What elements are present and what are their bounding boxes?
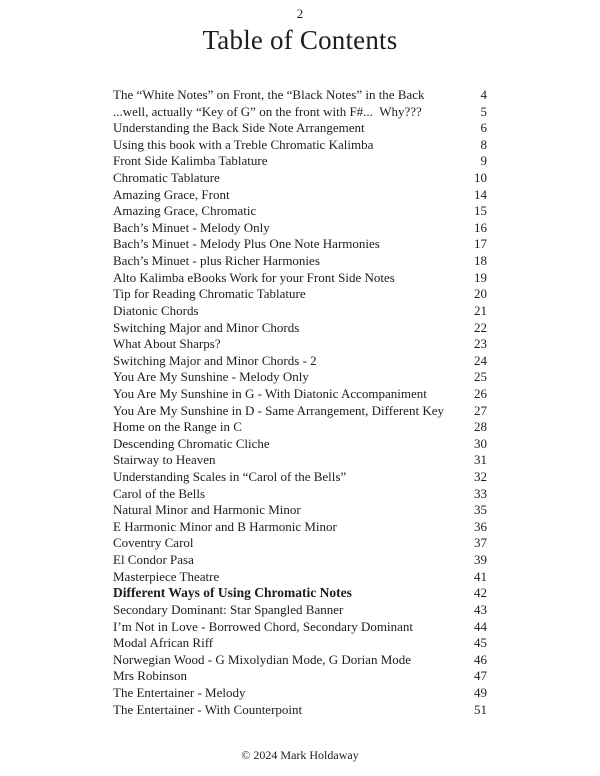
toc-row bbox=[113, 203, 487, 220]
toc-row bbox=[113, 353, 487, 370]
toc-entry-page: 19 bbox=[474, 269, 487, 285]
toc-entry-page: 35 bbox=[474, 502, 487, 518]
toc-entry-title: Chromatic Tablature bbox=[113, 170, 220, 186]
toc-row bbox=[113, 452, 487, 469]
toc-row bbox=[113, 187, 487, 204]
toc-entry-title: Descending Chromatic Cliche bbox=[113, 435, 270, 451]
toc-row bbox=[113, 87, 487, 104]
toc-entry-title: Understanding the Back Side Note Arrangement bbox=[113, 120, 365, 136]
toc-entry-title: Stairway to Heaven bbox=[113, 452, 216, 468]
toc-row bbox=[113, 137, 487, 154]
toc-row bbox=[113, 236, 487, 253]
toc-entry-title: Diatonic Chords bbox=[113, 302, 199, 318]
toc-entry-title: Switching Major and Minor Chords - 2 bbox=[113, 352, 317, 368]
toc-entry-page: 37 bbox=[474, 535, 487, 551]
toc-entry-title: You Are My Sunshine - Melody Only bbox=[113, 369, 309, 385]
toc-entry-title: The Entertainer - Melody bbox=[113, 684, 246, 700]
toc-row bbox=[113, 702, 487, 719]
toc-entry-page: 14 bbox=[474, 186, 487, 202]
toc-entry-title: E Harmonic Minor and B Harmonic Minor bbox=[113, 518, 337, 534]
toc-entry-title: Home on the Range in C bbox=[113, 419, 242, 435]
toc-entry-page: 15 bbox=[474, 203, 487, 219]
toc-entry-page: 22 bbox=[474, 319, 487, 335]
toc-entry-title: Bach’s Minuet - Melody Plus One Note Harmonies bbox=[113, 236, 380, 252]
toc-entry-title: El Condor Pasa bbox=[113, 552, 194, 568]
toc-row bbox=[113, 336, 487, 353]
toc-entry-title: Bach’s Minuet - Melody Only bbox=[113, 219, 270, 235]
toc-entry-page: 4 bbox=[480, 87, 487, 102]
toc-entry-title: Carol of the Bells bbox=[113, 485, 206, 501]
footer-copyright: © 2024 Mark Holdaway bbox=[241, 748, 359, 762]
toc-row bbox=[113, 120, 487, 137]
toc-row bbox=[113, 469, 487, 486]
toc-entry-title: I’m Not in Love - Borrowed Chord, Secondary Dominant bbox=[113, 618, 414, 634]
toc-entry-title: Alto Kalimba eBooks Work for your Front Side Notes bbox=[113, 269, 395, 285]
toc-row bbox=[113, 369, 487, 386]
toc-entry-title: Masterpiece Theatre bbox=[113, 568, 220, 584]
toc-row bbox=[113, 486, 487, 503]
toc-entry-title: Natural Minor and Harmonic Minor bbox=[113, 502, 301, 518]
toc-entry-page: 23 bbox=[474, 336, 487, 352]
toc-entry-page: 33 bbox=[474, 485, 487, 501]
toc-entry-title: Amazing Grace, Chromatic bbox=[113, 203, 257, 219]
toc-entry-title: Different Ways of Using Chromatic Notes bbox=[113, 585, 352, 601]
toc-entry-title: Secondary Dominant: Star Spangled Banner bbox=[113, 601, 344, 617]
toc-row bbox=[113, 253, 487, 270]
toc-row bbox=[113, 668, 487, 685]
toc-row bbox=[113, 436, 487, 453]
toc-row bbox=[113, 286, 487, 303]
toc-entry-title: The Entertainer - With Counterpoint bbox=[113, 701, 303, 717]
toc-entry-page: 47 bbox=[474, 668, 487, 684]
toc-entry-title: The “White Notes” on Front, the “Black Notes” in the Back bbox=[113, 87, 425, 102]
toc-entry-page: 32 bbox=[474, 469, 487, 485]
toc-entry-page: 26 bbox=[474, 385, 487, 401]
page-number: 2 bbox=[296, 6, 304, 21]
page-title: Table of Contents bbox=[202, 25, 398, 55]
toc-row bbox=[113, 270, 487, 287]
toc-list bbox=[113, 87, 487, 718]
toc-entry-page: 31 bbox=[474, 452, 487, 468]
toc-entry-page: 27 bbox=[474, 402, 487, 418]
toc-row bbox=[113, 619, 487, 636]
toc-entry-title: Using this book with a Treble Chromatic Kalimba bbox=[113, 136, 374, 152]
toc-row bbox=[113, 419, 487, 436]
toc-entry-page: 8 bbox=[480, 136, 487, 152]
toc-entry-page: 6 bbox=[480, 120, 487, 136]
toc-entry-title: Mrs Robinson bbox=[113, 668, 188, 684]
toc-entry-page: 9 bbox=[480, 153, 487, 169]
toc-entry-page: 25 bbox=[474, 369, 487, 385]
toc-row bbox=[113, 519, 487, 536]
toc-entry-title: Switching Major and Minor Chords bbox=[113, 319, 300, 335]
toc-entry-title: Modal African Riff bbox=[113, 635, 214, 651]
toc-row bbox=[113, 602, 487, 619]
toc-entry-page: 42 bbox=[474, 585, 487, 601]
toc-entry-title: Bach’s Minuet - plus Richer Harmonies bbox=[113, 253, 320, 269]
toc-entry-page: 5 bbox=[480, 103, 487, 119]
toc-entry-title: Norwegian Wood - G Mixolydian Mode, G Dorian Mode bbox=[113, 651, 412, 667]
toc-entry-page: 49 bbox=[474, 684, 487, 700]
toc-entry-page: 28 bbox=[474, 419, 487, 435]
toc-entry-page: 46 bbox=[474, 651, 487, 667]
toc-row bbox=[113, 502, 487, 519]
toc-entry-page: 20 bbox=[474, 286, 487, 302]
toc-row bbox=[113, 170, 487, 187]
toc-row bbox=[113, 585, 487, 602]
toc-row bbox=[113, 386, 487, 403]
toc-row bbox=[113, 685, 487, 702]
toc-entry-title: You Are My Sunshine in G - With Diatonic Accompaniment bbox=[113, 385, 427, 401]
toc-entry-page: 51 bbox=[474, 701, 487, 717]
toc-row bbox=[113, 569, 487, 586]
toc-entry-page: 10 bbox=[474, 170, 487, 186]
toc-entry-title: Understanding Scales in “Carol of the Bells” bbox=[113, 469, 347, 485]
toc-entry-page: 39 bbox=[474, 552, 487, 568]
toc-entry-page: 36 bbox=[474, 518, 487, 534]
toc-row bbox=[113, 535, 487, 552]
toc-entry-page: 45 bbox=[474, 635, 487, 651]
toc-entry-title: Tip for Reading Chromatic Tablature bbox=[113, 286, 306, 302]
toc-row bbox=[113, 303, 487, 320]
toc-row bbox=[113, 104, 487, 121]
toc-row bbox=[113, 652, 487, 669]
toc-entry-page: 44 bbox=[474, 618, 487, 634]
toc-entry-title: Front Side Kalimba Tablature bbox=[113, 153, 268, 169]
toc-entry-title: Amazing Grace, Front bbox=[113, 186, 230, 202]
toc-entry-title: You Are My Sunshine in D - Same Arrangement, Different Key bbox=[113, 402, 444, 418]
toc-entry-title: ...well, actually “Key of G” on the front with F#... Why??? bbox=[113, 103, 422, 119]
toc-entry-page: 17 bbox=[474, 236, 487, 252]
toc-entry-page: 43 bbox=[474, 601, 487, 617]
toc-row bbox=[113, 552, 487, 569]
toc-row bbox=[113, 403, 487, 420]
toc-row bbox=[113, 320, 487, 337]
toc-entry-page: 41 bbox=[474, 568, 487, 584]
toc-entry-page: 18 bbox=[474, 253, 487, 269]
toc-entry-title: Coventry Carol bbox=[113, 535, 194, 551]
toc-entry-page: 16 bbox=[474, 219, 487, 235]
toc-row bbox=[113, 220, 487, 237]
toc-entry-page: 24 bbox=[474, 352, 487, 368]
toc-row bbox=[113, 153, 487, 170]
toc-row bbox=[113, 635, 487, 652]
toc-entry-title: What About Sharps? bbox=[113, 336, 221, 352]
toc-entry-page: 30 bbox=[474, 435, 487, 451]
toc-entry-page: 21 bbox=[474, 302, 487, 318]
